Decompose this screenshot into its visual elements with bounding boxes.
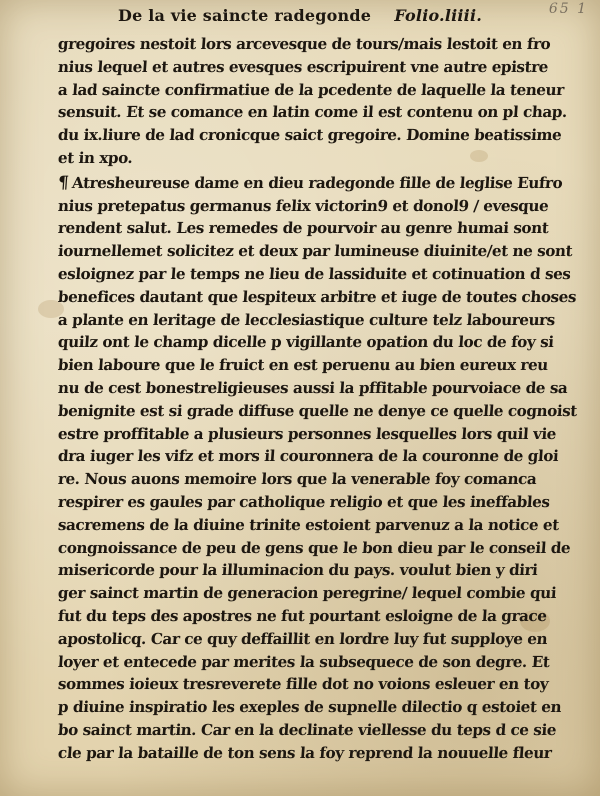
text-line: dra iuger les vifz et mors il couronnera de la couronne de gloi xyxy=(57,447,559,466)
text-line: estre proffitable a plusieurs personnes lesquelles lors quil vie xyxy=(57,424,557,443)
pilcrow-mark: ¶ xyxy=(57,172,70,193)
manuscript-note: 65 1 xyxy=(548,1,588,17)
text-block xyxy=(57,33,578,765)
text-line: ger sainct martin de generacion peregrine/ lequel combie qui xyxy=(57,584,557,603)
text-line: fut du teps des apostres ne fut pourtant esloigne de la grace xyxy=(57,606,548,625)
text-line: esloignez par le temps ne lieu de lassiduite et cotinuation d ses xyxy=(57,264,572,283)
text-line: et in xpo. xyxy=(57,148,134,167)
text-line: nius lequel et autres evesques escripuirent vne autre epistre xyxy=(57,57,549,76)
text-line: cle par la bataille de ton sens la foy reprend la nouuelle fleur xyxy=(57,743,553,762)
text-line: sommes ioieux tresreverete fille dot no voions esleuer en toy xyxy=(57,675,549,694)
running-head xyxy=(118,6,482,25)
text-line: nu de cest bonestreligieuses aussi la pffitable pourvoiace de sa xyxy=(57,378,569,397)
text-line: rendent salut. Les remedes de pourvoir au genre humai sont xyxy=(57,219,550,238)
text-line: a plante en leritage de lecclesiastique culture telz laboureurs xyxy=(57,310,556,329)
text-line: bien laboure que le fruict en est peruenu au bien eureux reu xyxy=(57,356,549,375)
text-line: sensuit. Et se comance en latin come il est contenu on pl chap. xyxy=(57,103,568,122)
text-line-content: Atresheureuse dame en dieu radegonde fille de leglise Eufro xyxy=(71,173,563,192)
text-line: sacremens de la diuine trinite estoient parvenuz a la notice et xyxy=(57,515,560,534)
text-line: re. Nous auons memoire lors que la venerable foy comanca xyxy=(57,470,537,489)
text-line: benignite est si grade diffuse quelle ne denye ce quelle cognoist xyxy=(57,401,578,420)
paragraph-start-line xyxy=(57,172,563,195)
running-head-title: De la vie saincte radegonde xyxy=(118,6,372,25)
text-line: du ix.liure de lad cronicque saict gregoire. Domine beatissime xyxy=(57,126,562,145)
text-line: gregoires nestoit lors arcevesque de tours/mais lestoit en fro xyxy=(57,35,551,53)
text-line: bo sainct martin. Car en la declinate viellesse du teps d ce sie xyxy=(57,720,557,739)
text-line: p diuine inspiratio les exeples de supnelle dilectio q estoiet en xyxy=(57,698,562,717)
text-line: loyer et entecede par merites la subsequece de son degre. Et xyxy=(57,652,551,671)
text-line: apostolicq. Car ce quy deffaillit en lordre luy fut supploye en xyxy=(57,629,548,648)
text-line: nius pretepatus germanus felix victorin9 et donol9 / evesque xyxy=(57,196,549,215)
text-line: respirer es gaules par catholique religio et que les ineffables xyxy=(57,492,551,511)
text-line: a lad saincte confirmatiue de la pcedente de laquelle la teneur xyxy=(57,80,565,99)
text-line: misericorde pour la illuminacion du pays. voulut bien y diri xyxy=(57,561,539,580)
text-line: iournellemet solicitez et deux par lumineuse diuinite/et ne sont xyxy=(57,242,573,261)
folio-number: Folio.liiii. xyxy=(394,6,482,25)
text-line: quilz ont le champ dicelle p vigillante opation du loc de foy si xyxy=(57,333,555,352)
text-line: congnoissance de peu de gens que le bon dieu par le conseil de xyxy=(57,538,571,557)
text-line: benefices dautant que lespiteux arbitre et iuge de toutes choses xyxy=(57,287,577,306)
